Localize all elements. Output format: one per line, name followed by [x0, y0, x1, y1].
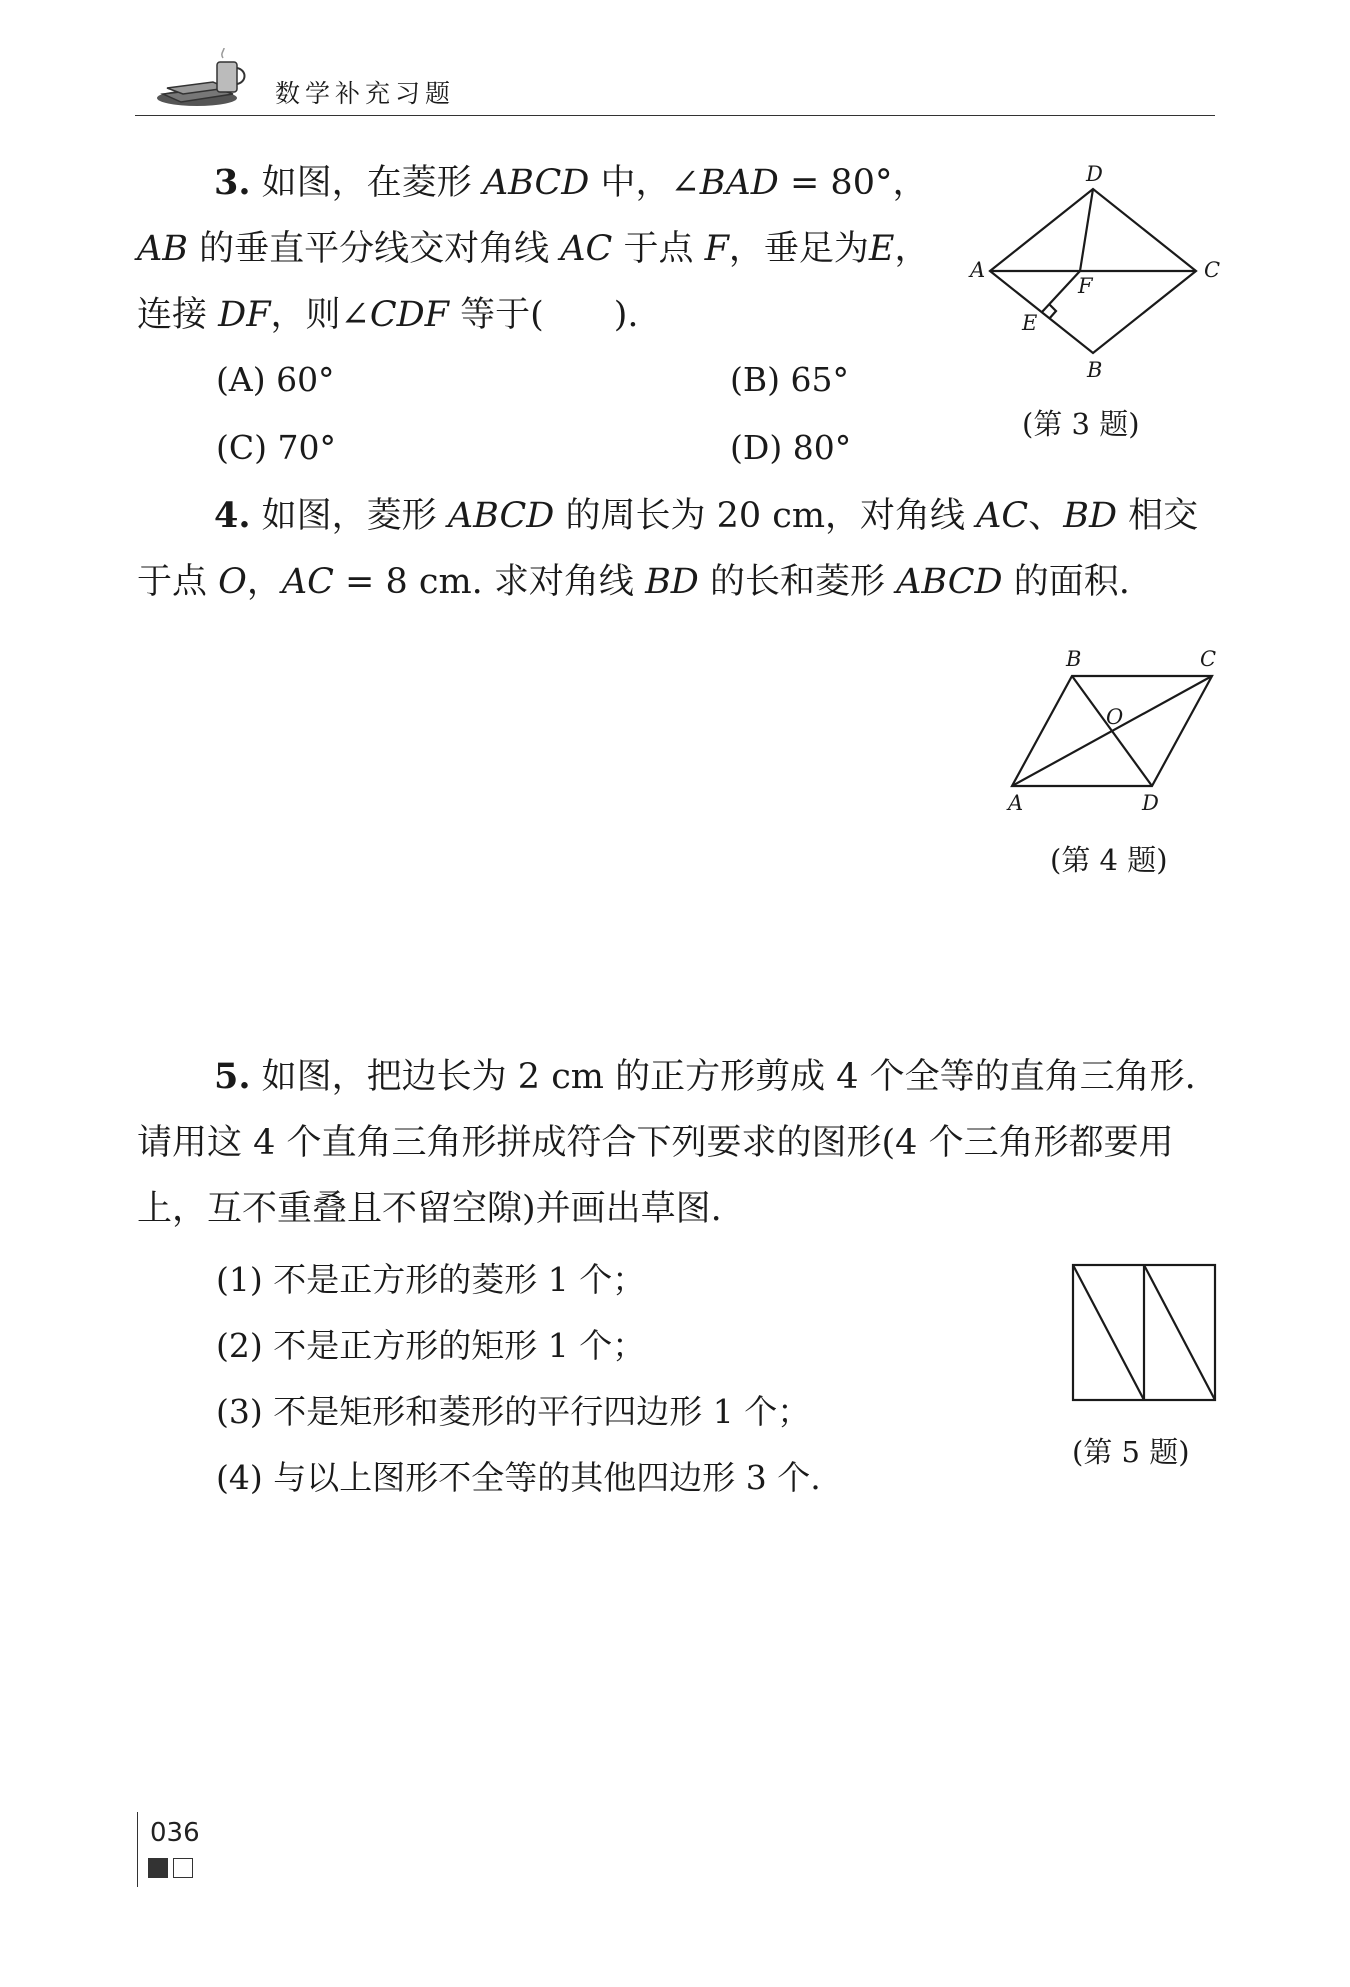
question-5-text: 5. 如图，把边长为 2 cm 的正方形剪成 4 个全等的直角三角形. 请用这 4 个直角三角形拼成符合下列要求的图形(4 个三角形都要用上，互不重叠且不留空隙)并画出草图.: [137, 1056, 1196, 1229]
label-b: B: [1087, 358, 1103, 382]
figure-3-rhombus: [960, 155, 1230, 395]
right-diagonal: [1144, 1265, 1215, 1400]
page-number: 036: [150, 1818, 200, 1848]
figure-4-rhombus: [1000, 640, 1240, 820]
requirement-4: (4) 与以上图形不全等的其他四边形 3 个.: [216, 1458, 821, 1497]
book-title: 数学补充习题: [275, 79, 456, 108]
figure-3-caption: (第 3 题): [1022, 407, 1140, 441]
label-d: D: [1142, 791, 1159, 815]
filled-square-icon: [148, 1858, 168, 1878]
right-angle-mark: [1049, 304, 1056, 319]
label-d: D: [1086, 162, 1103, 186]
question-number: 4.: [214, 495, 251, 536]
figure-4-caption: (第 4 题): [1050, 843, 1168, 877]
figure-5-caption: (第 5 题): [1072, 1435, 1190, 1469]
option-a: (A) 60°: [216, 360, 335, 399]
question-3-text: 3. 如图，在菱形 ABCD 中，∠BAD = 80°，AB 的垂直平分线交对角线 AC 于点 F，垂足为E，连接 DF，则∠CDF 等于( ).: [137, 162, 930, 335]
requirement-2: (2) 不是正方形的矩形 1 个；: [216, 1326, 646, 1365]
question-number: 5.: [214, 1056, 251, 1097]
footer-divider: [137, 1812, 138, 1887]
question-number: 3.: [214, 162, 251, 203]
empty-square-icon: [173, 1858, 193, 1878]
books-and-mug-icon: [155, 48, 247, 110]
question-4-text: 4. 如图，菱形 ABCD 的周长为 20 cm，对角线 AC、BD 相交于点 O，AC = 8 cm. 求对角线 BD 的长和菱形 ABCD 的面积.: [137, 495, 1199, 602]
figure-5-triangles: [1065, 1257, 1225, 1405]
option-d: (D) 80°: [730, 428, 852, 467]
label-o: O: [1106, 705, 1124, 729]
requirement-1: (1) 不是正方形的菱形 1 个；: [216, 1260, 646, 1299]
option-b: (B) 65°: [730, 360, 849, 399]
left-diagonal: [1073, 1265, 1144, 1400]
requirement-3: (3) 不是矩形和菱形的平行四边形 1 个；: [216, 1392, 811, 1431]
header-divider: [135, 115, 1215, 116]
diagonal-bd: [1072, 676, 1152, 786]
label-c: C: [1204, 258, 1221, 282]
label-b: B: [1066, 647, 1082, 671]
label-f: F: [1078, 274, 1093, 298]
label-a: A: [1008, 791, 1024, 815]
label-a: A: [970, 258, 986, 282]
label-c: C: [1200, 647, 1217, 671]
option-c: (C) 70°: [216, 428, 336, 467]
label-e: E: [1022, 311, 1038, 335]
segment-df: [1080, 189, 1093, 271]
perpendicular-ef: [1042, 271, 1080, 312]
